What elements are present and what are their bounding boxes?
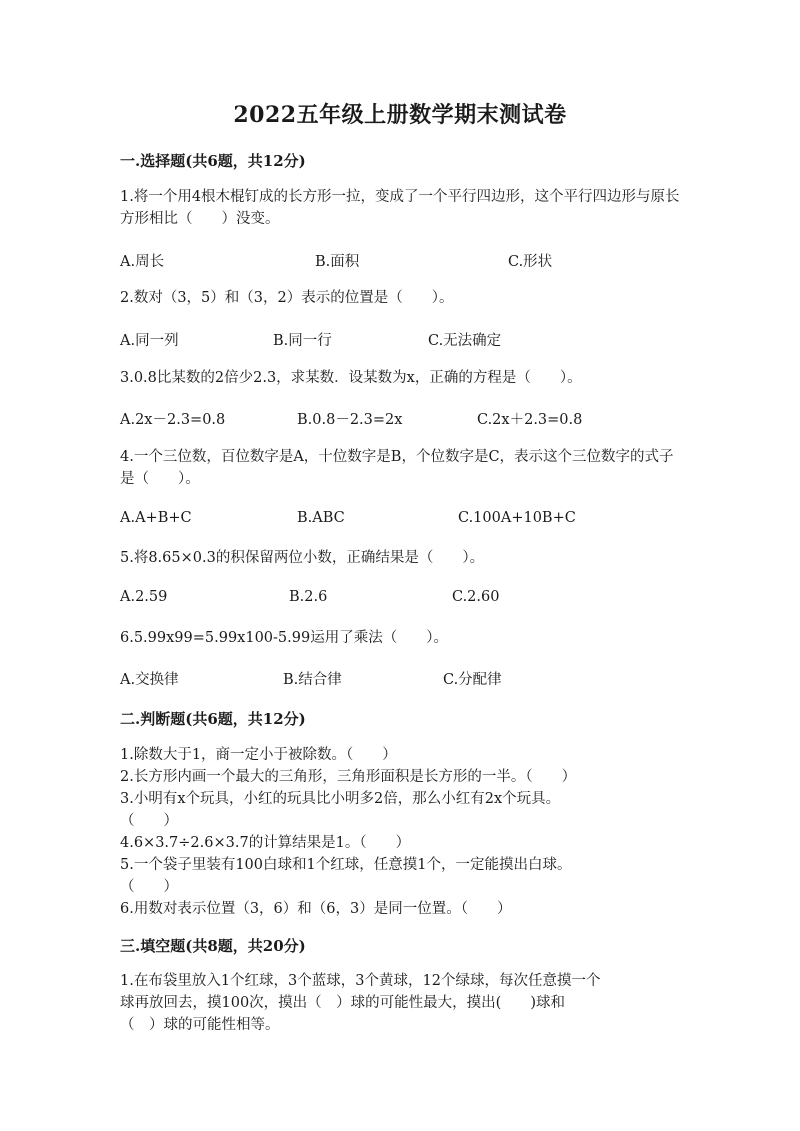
section-heading-fill-in: 三.填空题(共8题，共20分) bbox=[120, 937, 306, 955]
option-b: B.同一行 bbox=[273, 333, 332, 349]
option-a: A.2x－2.3=0.8 bbox=[120, 412, 226, 428]
option-a: A.2.59 bbox=[120, 589, 168, 605]
question-stem: 5.将8.65×0.3的积保留两位小数，正确结果是（ ）。 bbox=[120, 550, 485, 566]
section-heading-judgement: 二.判断题(共6题，共12分) bbox=[120, 710, 306, 728]
option-a: A.周长 bbox=[120, 254, 165, 270]
judgement-line: （ ） bbox=[120, 879, 178, 895]
judgement-line: 1.除数大于1，商一定小于被除数。（ ） bbox=[120, 747, 397, 763]
judgement-line: （ ） bbox=[120, 813, 178, 829]
judgement-line: 4.6×3.7÷2.6×3.7的计算结果是1。（ ） bbox=[120, 835, 411, 851]
judgement-line: 2.长方形内画一个最大的三角形，三角形面积是长方形的一半。（ ） bbox=[120, 769, 577, 785]
option-b: B.ABC bbox=[297, 510, 345, 526]
option-a: A.A+B+C bbox=[120, 510, 192, 526]
judgement-line: 6.用数对表示位置（3，6）和（6，3）是同一位置。（ ） bbox=[120, 901, 512, 917]
option-c: C.2.60 bbox=[452, 589, 500, 605]
section-heading-choice: 一.选择题(共6题，共12分) bbox=[120, 152, 306, 170]
option-c: C.分配律 bbox=[443, 672, 502, 688]
judgement-line: 3.小明有x个玩具，小红的玩具比小明多2倍，那么小红有2x个玩具。 bbox=[120, 791, 561, 807]
option-c: C.2x＋2.3=0.8 bbox=[477, 412, 583, 428]
option-c: C.100A+10B+C bbox=[458, 510, 576, 526]
option-a: A.交换律 bbox=[120, 672, 179, 688]
option-b: B.0.8－2.3=2x bbox=[297, 412, 403, 428]
question-stem: 1.将一个用4根木棍钉成的长方形一拉，变成了一个平行四边形，这个平行四边形与原长方形相比（ ）没变。 bbox=[120, 189, 680, 227]
question-stem: 3.0.8比某数的2倍少2.3，求某数．设某数为x，正确的方程是（ ）。 bbox=[120, 370, 582, 386]
option-b: B.面积 bbox=[315, 254, 360, 270]
question-stem: 2.数对（3，5）和（3，2）表示的位置是（ ）。 bbox=[120, 290, 454, 306]
option-b: B.2.6 bbox=[289, 589, 328, 605]
fill-in-line: 球再放回去，摸100次，摸出（ ）球的可能性最大，摸出( )球和 bbox=[120, 995, 565, 1011]
question-stem: 4.一个三位数，百位数字是A，十位数字是B，个位数字是C，表示这个三位数字的式子是（ ）。 bbox=[120, 449, 674, 487]
option-b: B.结合律 bbox=[283, 672, 342, 688]
fill-in-line: 1.在布袋里放入1个红球，3个蓝球，3个黄球，12个绿球，每次任意摸一个 bbox=[120, 973, 601, 989]
option-a: A.同一列 bbox=[120, 333, 179, 349]
judgement-line: 5.一个袋子里装有100白球和1个红球，任意摸1个，一定能摸出白球。 bbox=[120, 857, 572, 873]
question-stem: 6.5.99x99=5.99x100-5.99运用了乘法（ ）。 bbox=[120, 630, 448, 646]
option-c: C.形状 bbox=[508, 254, 553, 270]
page-title: 2022五年级上册数学期末测试卷 bbox=[233, 102, 567, 128]
fill-in-line: （ ）球的可能性相等。 bbox=[120, 1017, 280, 1033]
option-c: C.无法确定 bbox=[428, 333, 502, 349]
